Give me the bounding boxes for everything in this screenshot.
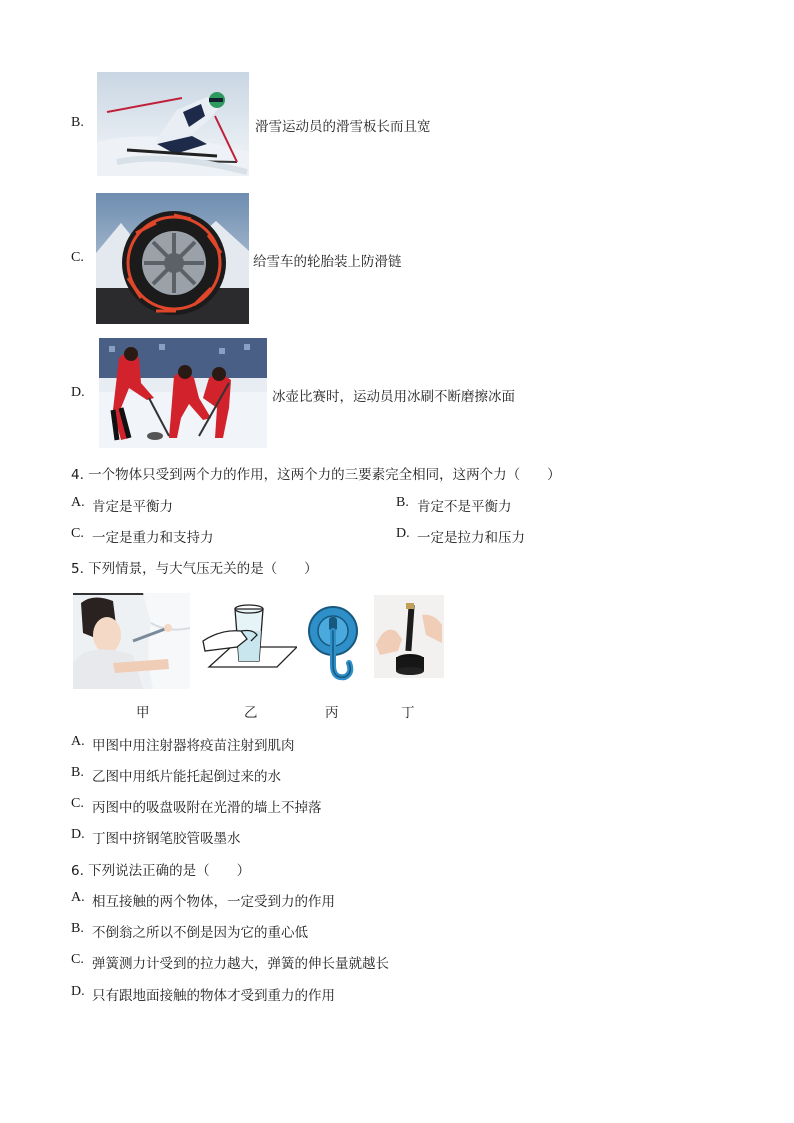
figure-label-ding: 丁 [401, 705, 415, 721]
q4-option-c-letter: C. [71, 526, 84, 541]
option-text-c: 给雪车的轮胎装上防滑链 [253, 254, 402, 270]
q4-option-b-text: 肯定不是平衡力 [417, 499, 512, 515]
figure-label-jia: 甲 [136, 705, 150, 721]
question-6-stem: 6. 下列说法正确的是（ ） [71, 863, 251, 879]
figure-yi-water-glass [201, 601, 297, 678]
q6-option-d-text: 只有跟地面接触的物体才受到重力的作用 [92, 988, 335, 1004]
q5-option-b-text: 乙图中用纸片能托起倒过来的水 [92, 769, 281, 785]
q5-option-c-letter: C. [71, 796, 84, 811]
question-5-stem: 5. 下列情景，与大气压无关的是（ ） [71, 561, 318, 577]
figure-jia-injection [73, 593, 190, 689]
q5-option-a-text: 甲图中用注射器将疫苗注射到肌肉 [92, 738, 295, 754]
q6-option-a-letter: A. [71, 890, 85, 905]
tire-chain-photo [96, 193, 249, 324]
curling-photo [99, 338, 267, 448]
q6-option-b-text: 不倒翁之所以不倒是因为它的重心低 [92, 925, 308, 941]
q5-option-d-letter: D. [71, 827, 85, 842]
q6-option-c-text: 弹簧测力计受到的拉力越大，弹簧的伸长量就越长 [92, 956, 389, 972]
q6-option-d-letter: D. [71, 984, 85, 999]
figure-bing-suction-cup [305, 599, 361, 685]
option-letter-d: D. [71, 385, 85, 400]
q6-option-b-letter: B. [71, 921, 84, 936]
skier-photo [97, 72, 249, 176]
q5-option-a-letter: A. [71, 734, 85, 749]
figure-label-bing: 丙 [325, 705, 339, 721]
option-letter-b: B. [71, 115, 84, 130]
q5-option-c-text: 丙图中的吸盘吸附在光滑的墙上不掉落 [92, 800, 322, 816]
question-4-stem: 4. 一个物体只受到两个力的作用，这两个力的三要素完全相同，这两个力（ ） [71, 467, 561, 483]
q4-option-c-text: 一定是重力和支持力 [92, 530, 214, 546]
q4-option-b-letter: B. [396, 495, 409, 510]
q5-option-d-text: 丁图中挤钢笔胶管吸墨水 [92, 831, 241, 847]
option-text-d: 冰壶比赛时，运动员用冰刷不断磨擦冰面 [272, 389, 515, 405]
q4-option-d-text: 一定是拉力和压力 [417, 530, 525, 546]
option-letter-c: C. [71, 250, 84, 265]
q6-option-a-text: 相互接触的两个物体，一定受到力的作用 [92, 894, 335, 910]
figure-label-yi: 乙 [244, 705, 258, 721]
q5-option-b-letter: B. [71, 765, 84, 780]
q4-option-a-text: 肯定是平衡力 [92, 499, 173, 515]
q6-option-c-letter: C. [71, 952, 84, 967]
figure-ding-fountain-pen [374, 595, 444, 678]
q4-option-d-letter: D. [396, 526, 410, 541]
q4-option-a-letter: A. [71, 495, 85, 510]
option-text-b: 滑雪运动员的滑雪板长而且宽 [255, 119, 431, 135]
